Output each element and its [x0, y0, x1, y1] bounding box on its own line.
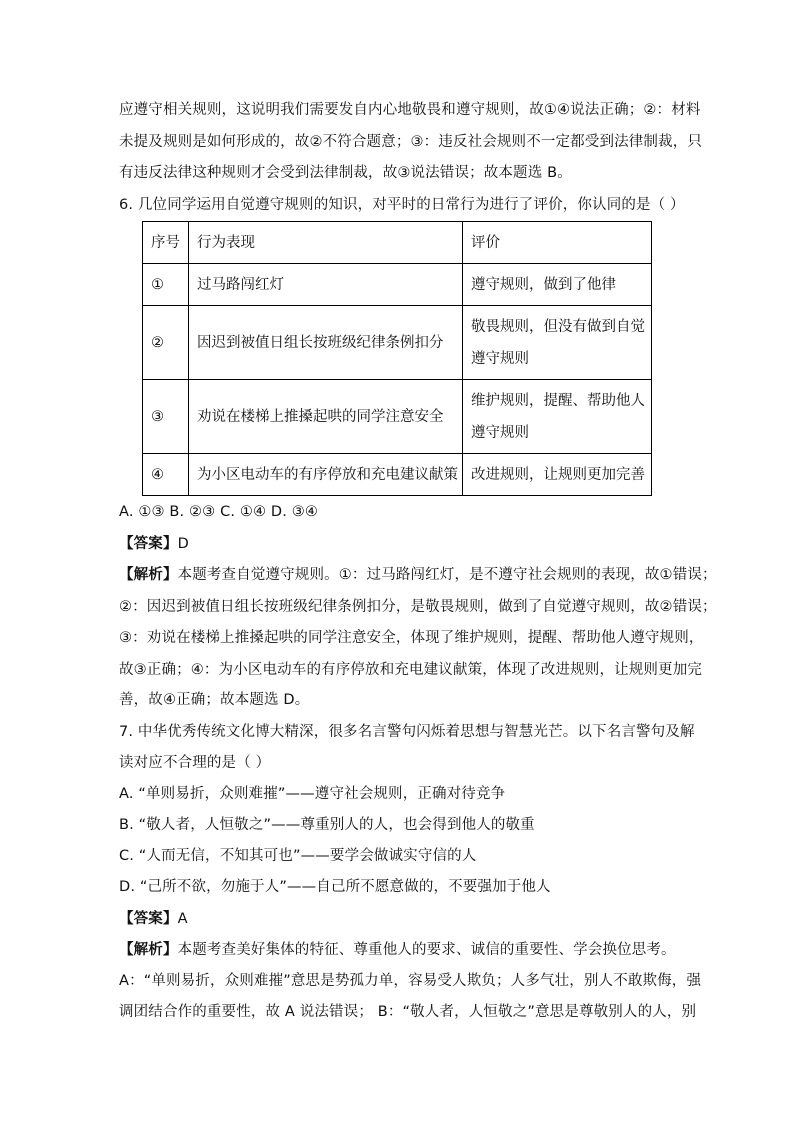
- row-behavior: 劝说在楼梯上推搡起哄的同学注意安全: [189, 380, 463, 454]
- row-number: ④: [143, 454, 189, 496]
- question-6-analysis-line: ③：劝说在楼梯上推搡起哄的同学注意安全，体现了维护规则，提醒、帮助他人遵守规则，: [119, 630, 704, 646]
- question-7-stem-line-1: 7. 中华优秀传统文化博大精深，很多名言警句闪烁着思想与智慧光芒。以下名言警句及解: [119, 724, 695, 740]
- analysis-text: 本题考查美好集体的特征、尊重他人的要求、诚信的重要性、学会换位思考。: [177, 942, 676, 958]
- analysis-tag: 【解析】: [119, 942, 178, 958]
- question-7-stem-line-2: 读对应不合理的是（ ）: [119, 755, 271, 771]
- row-behavior: 因迟到被值日组长按班级纪律条例扣分: [189, 306, 463, 380]
- question-6-options: A. ①③ B. ②③ C. ①④ D. ③④: [119, 504, 319, 520]
- row-number: ②: [143, 306, 189, 380]
- header-cell-no: 序号: [143, 222, 189, 264]
- table-row: [143, 264, 652, 306]
- evaluation-table: [142, 221, 652, 496]
- intro-line-1: 应遵守相关规则，这说明我们需要发自内心地敬畏和遵守规则，故①④说法正确；②：材料: [119, 102, 701, 118]
- row-evaluation-line-1: 维护规则，提醒、帮助他人: [471, 392, 645, 409]
- question-6-analysis-line: ②：因迟到被值日组长按班级纪律条例扣分，是敬畏规则，做到了自觉遵守规则，故②错误；: [119, 599, 717, 615]
- row-evaluation: 遵守规则，做到了他律: [463, 264, 652, 306]
- question-6-analysis-line: 善，故④正确；故本题选 D。: [119, 692, 310, 708]
- row-evaluation: [463, 306, 652, 380]
- question-6-answer: [119, 534, 189, 554]
- answer-value: A: [177, 911, 188, 927]
- answer-tag: 【答案】: [119, 536, 178, 552]
- question-7-option-c: C. “人而无信，不知其可也”——要学会做诚实守信的人: [119, 848, 477, 864]
- question-7-option-d: D. “己所不欲，勿施于人”——自己所不愿意做的，不要强加于他人: [119, 879, 551, 895]
- answer-tag: 【答案】: [119, 911, 178, 927]
- row-evaluation-line-1: 敬畏规则，但没有做到自觉: [471, 318, 645, 335]
- intro-line-3: 有违反法律这种规则才会受到法律制裁，故③说法错误；故本题选 B。: [119, 165, 572, 181]
- row-number: ③: [143, 380, 189, 454]
- analysis-text: 本题考查自觉遵守规则。①：过马路闯红灯，是不遵守社会规则的表现，故①错误；: [177, 567, 717, 583]
- row-behavior: 为小区电动车的有序停放和充电建议献策: [189, 454, 463, 496]
- question-7-option-a: A. “单则易折，众则难摧”——遵守社会规则，正确对待竞争: [119, 786, 506, 802]
- question-6-analysis-line: 故③正确；④：为小区电动车的有序停放和充电建议献策，体现了改进规则，让规则更加完: [119, 662, 702, 678]
- table-row: [143, 306, 652, 380]
- intro-line-2: 未提及规则是如何形成的，故②不符合题意；③：违反社会规则不一定都受到法律制裁，只: [119, 134, 702, 150]
- table-row: [143, 454, 652, 496]
- question-7-option-b: B. “敬人者，人恒敬之”——尊重别人的人，也会得到他人的敬重: [119, 817, 535, 833]
- row-evaluation-line-2: 遵守规则: [471, 424, 529, 441]
- row-evaluation: [463, 380, 652, 454]
- row-number: ①: [143, 264, 189, 306]
- question-7-analysis-line: [119, 940, 676, 960]
- question-7-analysis-line: 调团结合作的重要性，故 A 说法错误； B：“敬人者，人恒敬之”意思是尊敬别人的人，别: [119, 1004, 697, 1020]
- analysis-tag: 【解析】: [119, 567, 178, 583]
- row-behavior: 过马路闯红灯: [189, 264, 463, 306]
- question-6-analysis-line: [119, 565, 717, 585]
- header-cell-behavior: 行为表现: [189, 222, 463, 264]
- row-evaluation: 改进规则，让规则更加完善: [463, 454, 652, 496]
- header-cell-eval: 评价: [463, 222, 652, 264]
- table-header-row: [143, 222, 652, 264]
- answer-value: D: [177, 536, 189, 552]
- question-7-answer: [119, 909, 188, 929]
- row-evaluation-line-2: 遵守规则: [471, 350, 529, 367]
- table-row: [143, 380, 652, 454]
- question-7-analysis-line: A：“单则易折，众则难摧”意思是势孤力单，容易受人欺负；人多气壮，别人不敢欺侮，强: [119, 973, 702, 989]
- question-6-stem: 6. 几位同学运用自觉遵守规则的知识，对平时的日常行为进行了评价，你认同的是（ ）: [119, 197, 685, 213]
